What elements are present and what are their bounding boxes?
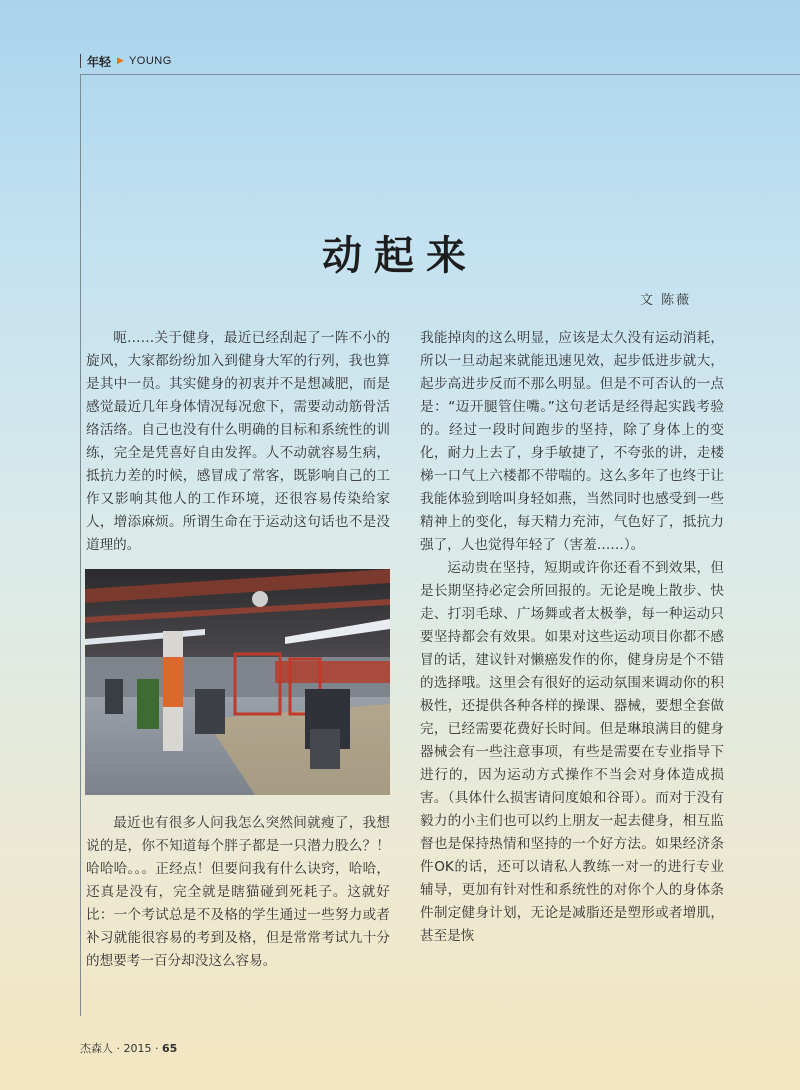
paragraph: 运动贵在坚持，短期或许你还看不到效果，但是长期坚持必定会所回报的。无论是晚上散步、快走、打羽毛球、广场舞或者太极拳，每一种运动只要坚持都会有效果。如果对这些运动项目你都不感冒的话，建议针对懒癌发作的你，健身房是个不错的选择哦。这里会有很好的运动氛围来调动你的积极性，还提供各种各样的操课、器械，要想全套做完，已经需要花费好长时间。但是琳琅满目的健身器械会有一些注意事项，有些是需要在专业指导下进行的，因为运动方式操作不当会对身体造成损害。（具体什么损害请问度娘和谷哥）。而对于没有毅力的小主们也可以约上朋友一起去健身，相互监督也是保持热情和坚持的一个好方法。如果经济条件OK的话，还可以请私人教练一对一的进行专业辅导，更加有针对性和系统性的对你个人的身体条件制定健身计划，无论是减脂还是塑形或者增肌，甚至是恢 <box>420 560 724 944</box>
frame-left-rule <box>80 74 81 1016</box>
frame-top-rule <box>80 74 800 75</box>
paragraph: 最近也有很多人问我怎么突然间就瘦了，我想说的是，你不知道每个胖子都是一只潜力股么？！哈哈哈。。。正经点！但要问我有什么诀窍，哈哈，还真是没有，完全就是瞎猫碰到死耗子。这就好比：一个考试总是不及格的学生通过一些努力或者补习就能很容易的考到及格，但是常常考试九十分的想要考一百分却没这么容易。 <box>86 815 390 969</box>
footer-separator: · <box>155 1042 162 1055</box>
section-name-en: YOUNG <box>128 55 172 67</box>
left-column-bottom <box>86 812 390 973</box>
paragraph: 我能掉肉的这么明显，应该是太久没有运动消耗，所以一旦动起来就能迅速见效，起步低进步就大，起步高进步反而不那么明显。但是不可否认的一点是：“迈开腿管住嘴。”这句老话是经得起实践考验的。经过一段时间跑步的坚持，除了身体上的变化，耐力上去了，身手敏捷了，不夸张的讲，走楼梯一口气上六楼都不带喘的。这么多年了也终于让我能体验到啥叫身轻如燕，当然同时也感受到一些精神上的变化，每天精力充沛，气色好了，抵抗力强了，人也觉得年轻了（害羞……）。 <box>420 330 724 553</box>
magazine-name: 杰森人 <box>80 1042 113 1055</box>
paragraph: 呃……关于健身，最近已经刮起了一阵不小的旋风，大家都纷纷加入到健身大军的行列，我也算是其中一员。其实健身的初衷并不是想减肥，而是感觉最近几年身体情况每况愈下，需要动动筋骨活络活络。自己也没有什么明确的目标和系统性的训练，完全是凭喜好自由发挥。人不动就容易生病，抵抗力差的时候，感冒成了常客，既影响自己的工作又影响其他人的工作环境，还很容易传染给家人，增添麻烦。所谓生命在于运动这句话也不是没道理的。 <box>86 330 390 553</box>
triangle-marker-icon: ▶ <box>117 56 124 66</box>
section-header <box>80 53 172 69</box>
header-divider <box>80 54 81 68</box>
article-title: 动起来 <box>322 233 478 279</box>
page-number: 65 <box>162 1042 178 1055</box>
article-author: 文 陈薇 <box>640 293 692 308</box>
footer-separator: · <box>116 1042 124 1055</box>
issue-year: 2015 <box>123 1042 152 1055</box>
page-footer <box>80 1040 177 1056</box>
left-column-top <box>86 327 390 557</box>
right-column <box>420 327 724 948</box>
section-name: 年轻 <box>87 54 112 69</box>
gym-photo <box>85 569 390 795</box>
